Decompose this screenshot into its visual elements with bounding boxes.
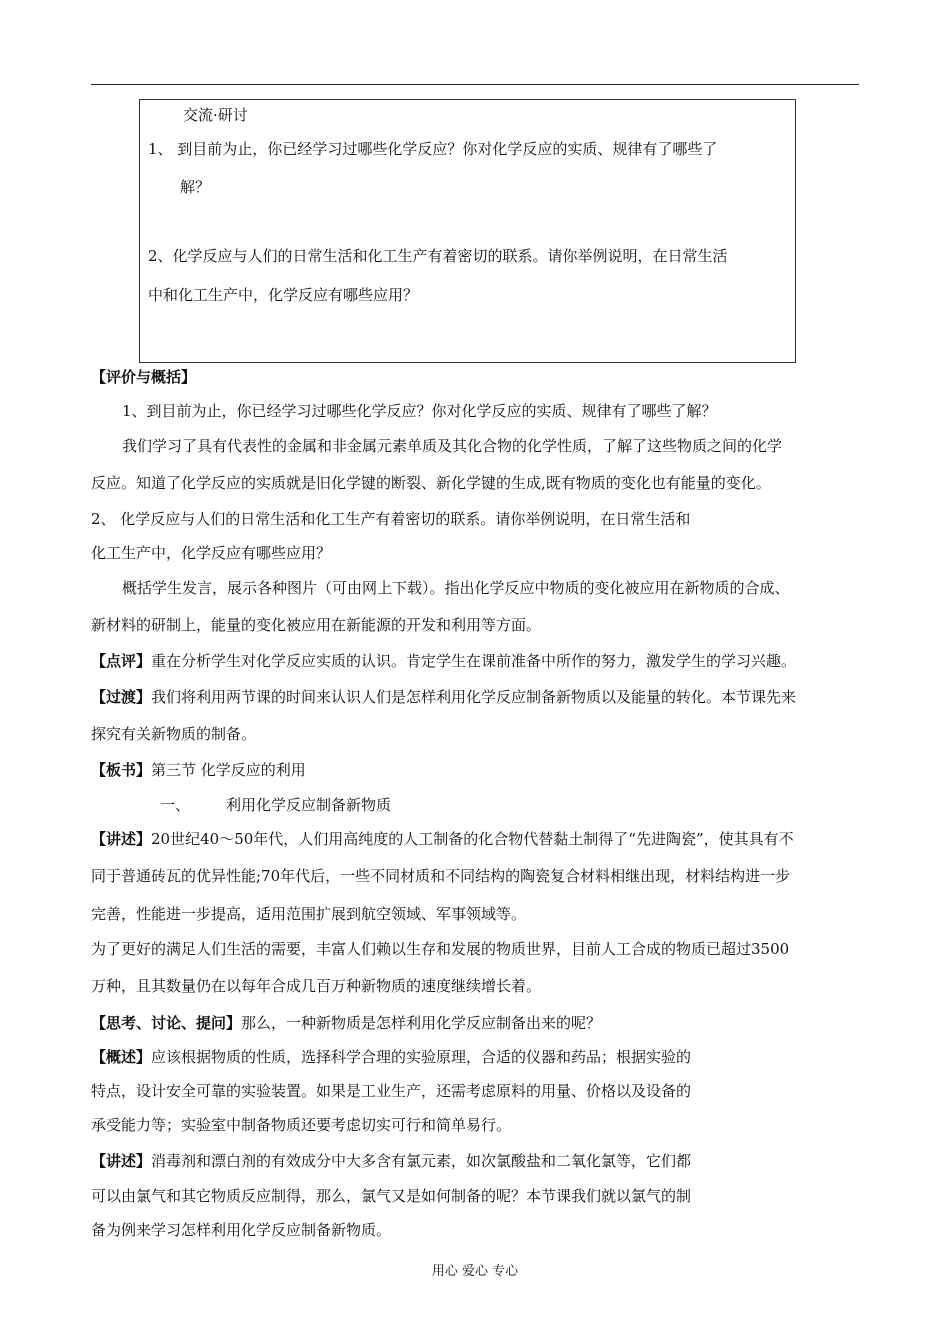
box-title: 交流·研讨 (183, 106, 248, 124)
overview-line-2: 特点，设计安全可靠的实验装置。如果是工业生产，还需考虑原料的用量、价格以及设备的 (91, 1082, 692, 1100)
comment-label: 【点评】 (91, 652, 152, 670)
think-paragraph (91, 1012, 601, 1034)
lecture-2-text: 消毒剂和漂白剂的有效成分中大多含有氯元素，如次氯酸盐和二氧化氯等，它们都 (151, 1152, 692, 1170)
eval-question-1: 1、到目前为止，你已经学习过哪些化学反应？你对化学反应的实质、规律有了哪些了解？ (122, 402, 717, 420)
lecture-1-line-3: 完善，性能进一步提高，适用范围扩展到航空领域、军事领域等。 (91, 905, 527, 923)
board-label: 【板书】 (91, 761, 152, 779)
overview-text: 应该根据物质的性质，选择科学合理的实验原理，合适的仪器和药品；根据实验的 (151, 1048, 692, 1066)
think-text: 那么，一种新物质是怎样利用化学反应制备出来的呢？ (241, 1014, 602, 1032)
comment-text: 重在分析学生对化学反应实质的认识。肯定学生在课前准备中所作的努力，激发学生的学习兴趣。 (151, 652, 797, 670)
box-question-2: 2、化学反应与人们的日常生活和化工生产有着密切的联系。请你举例说明，在日常生活 (148, 247, 728, 265)
plain-paragraph-line-1: 为了更好的满足人们生活的需要，丰富人们赖以生存和发展的物质世界，目前人工合成的物质已超过3500 (91, 940, 790, 958)
eval-answer-1-line-1: 我们学习了具有代表性的金属和非金属元素单质及其化合物的化学性质，了解了这些物质之间的化学 (122, 437, 783, 455)
lecture-1-paragraph (91, 828, 794, 850)
comment-paragraph (91, 650, 796, 672)
lecture-1-label: 【讲述】 (91, 830, 152, 848)
page-footer: 用心 爱心 专心 (431, 1264, 519, 1279)
transition-paragraph (91, 686, 796, 708)
eval-answer-2-line-1: 概括学生发言，展示各种图片（可由网上下载）。指出化学反应中物质的变化被应用在新物质的合成、 (122, 579, 790, 597)
lecture-2-line-3: 备为例来学习怎样利用化学反应制备新物质。 (91, 1221, 392, 1239)
board-paragraph (91, 759, 306, 781)
eval-question-2-line-1: 2、 化学反应与人们的日常生活和化工生产有着密切的联系。请你举例说明，在日常生活和 (91, 510, 691, 528)
board-subheading-number: 一、 (160, 796, 191, 814)
lecture-2-paragraph (91, 1150, 691, 1172)
box-question-2-cont: 中和化工生产中，化学反应有哪些应用？ (148, 286, 419, 304)
eval-question-2-line-2: 化工生产中，化学反应有哪些应用？ (91, 544, 332, 562)
board-subheading-text: 利用化学反应制备新物质 (226, 796, 392, 814)
transition-text: 我们将利用两节课的时间来认识人们是怎样利用化学反应制备新物质以及能量的转化。本节课先来 (151, 688, 797, 706)
transition-label: 【过渡】 (91, 688, 152, 706)
box-question-1: 1、 到目前为止，你已经学习过哪些化学反应？你对化学反应的实质、规律有了哪些了 (148, 140, 718, 158)
box-question-1-cont: 解？ (180, 178, 211, 196)
eval-heading: 【评价与概括】 (91, 368, 197, 386)
overview-label: 【概述】 (91, 1048, 152, 1066)
lecture-1-line-2: 同于普通砖瓦的优异性能;70年代后，一些不同材质和不同结构的陶瓷复合材料相继出现，材料结构进一步 (91, 867, 791, 885)
overview-line-3: 承受能力等；实验室中制备物质还要考虑切实可行和简单易行。 (91, 1116, 512, 1134)
lecture-2-label: 【讲述】 (91, 1152, 152, 1170)
transition-line-2: 探究有关新物质的制备。 (91, 725, 257, 743)
think-label: 【思考、讨论、提问】 (91, 1014, 242, 1032)
board-text: 第三节 化学反应的利用 (151, 761, 306, 779)
lecture-1-text: 20世纪40～50年代，人们用高纯度的人工制备的化合物代替黏土制得了“先进陶瓷”，使其具有不 (151, 830, 794, 848)
lecture-2-line-2: 可以由氯气和其它物质反应制得，那么，氯气又是如何制备的呢？本节课我们就以氯气的制 (91, 1187, 692, 1205)
plain-paragraph-line-2: 万种，且其数量仍在以每年合成几百万种新物质的速度继续增长着。 (91, 977, 542, 995)
eval-answer-1-line-2: 反应。知道了化学反应的实质就是旧化学键的断裂、新化学键的生成,既有物质的变化也有能量的变化。 (91, 474, 771, 492)
eval-answer-2-line-2: 新材料的研制上，能量的变化被应用在新能源的开发和利用等方面。 (91, 616, 542, 634)
overview-paragraph (91, 1046, 691, 1068)
header-rule (91, 84, 859, 85)
